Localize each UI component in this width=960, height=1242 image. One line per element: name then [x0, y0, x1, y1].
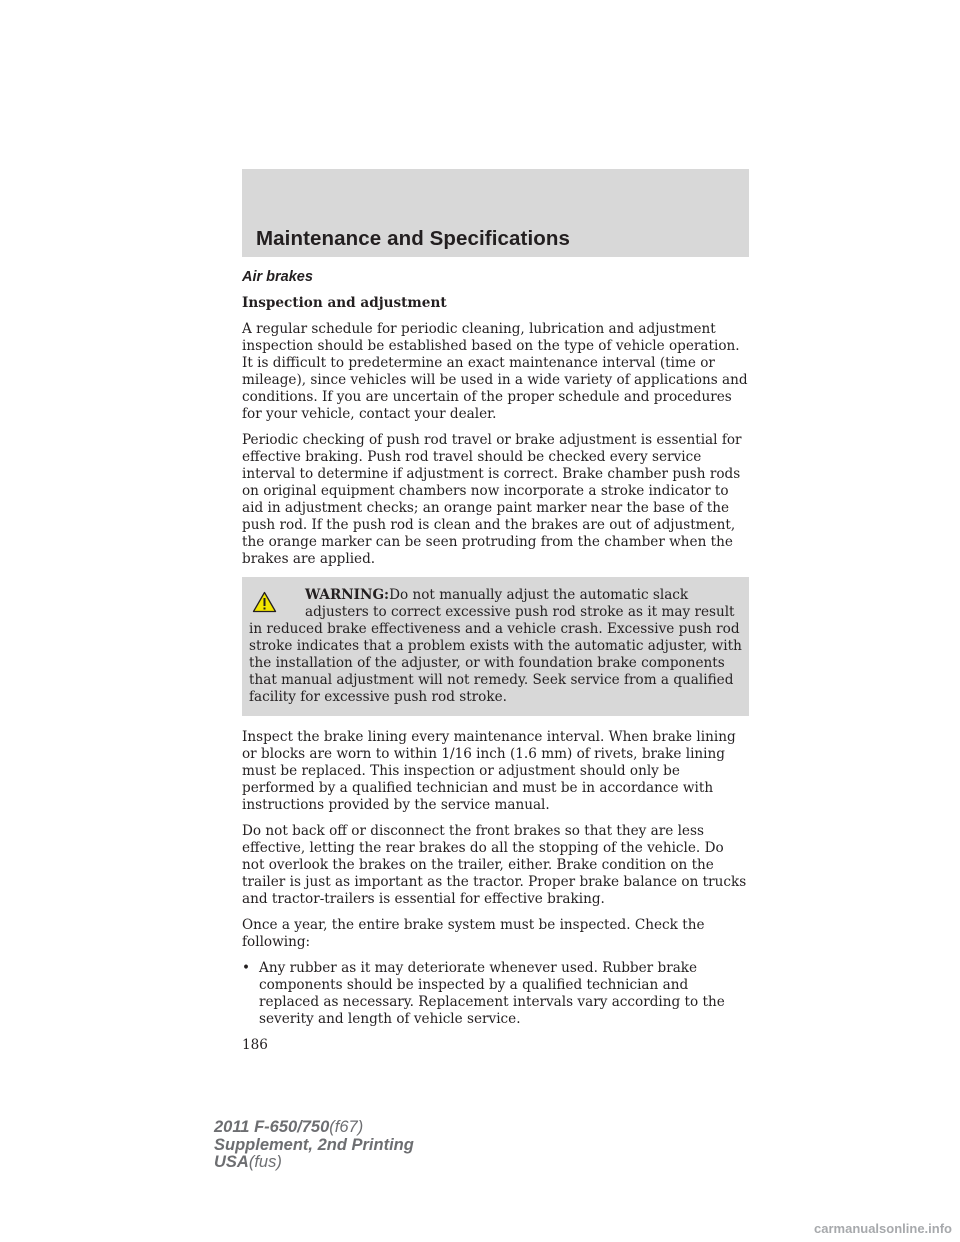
page-title: Maintenance and Specifications [256, 227, 570, 250]
paragraph: Do not back off or disconnect the front brakes so that they are less effective, letting the rear brakes do all the stopping of the vehicle. Do not overlook the brakes on the trailer, either. Brake condition on the trailer is just as important as the tractor. Proper brake balance on trucks and tractor-trailers is essential for effective braking. [242, 823, 747, 907]
paragraph: Inspect the brake lining every maintenance interval. When brake lining or blocks are worn to within 1/16 inch (1.6 mm) of rivets, brake lining must be replaced. This inspection or adjustment should only be performed by a qualified technician and must be in accordance with instructions provided by the service manual. [242, 729, 736, 813]
page-content [242, 268, 749, 1063]
subheading: Inspection and adjustment [242, 295, 447, 311]
print-footer [214, 1119, 414, 1172]
warning-text-block [249, 587, 743, 706]
paragraph: Periodic checking of push rod travel or brake adjustment is essential for effective braking. Push rod travel should be checked every service interval to determine if adjustment is correct. Brake chamber push rods on original equipment chambers now incorporate a stroke indicator to aid in adjustment checks; an orange paint marker near the base of the push rod. If the push rod is clean and the brakes are out of adjustment, the orange marker can be seen protruding from the chamber when the brakes are applied. [242, 432, 742, 567]
footer-model-code: (f67) [329, 1118, 364, 1136]
watermark: carmanualsonline.info [814, 1221, 952, 1236]
footer-edition: Supplement, 2nd Printing [214, 1135, 414, 1154]
footer-market: USA [214, 1153, 249, 1171]
footer-market-code: (fus) [248, 1153, 282, 1171]
section-header-bar [242, 169, 749, 257]
warning-text: Do not manually adjust the automatic slack adjusters to correct excessive push rod stroke as it may result in reduced brake effectiveness and a vehicle crash. Excessive push rod stroke indicates that a problem exists with the automatic adjuster, with the installation of the adjuster, or with foundation brake components that manual adjustment will not remedy. Seek service from a qualified facility for excessive push rod stroke. [249, 587, 742, 705]
paragraph: A regular schedule for periodic cleaning, lubrication and adjustment inspection should be established based on the type of vehicle operation. It is difficult to predetermine an exact maintenance interval (time or mileage), since vehicles will be used in a wide variety of applications and conditions. If you are uncertain of the proper schedule and procedures for your vehicle, contact your dealer. [242, 321, 748, 422]
page-number: 186 [242, 1037, 268, 1053]
paragraph: Once a year, the entire brake system must be inspected. Check the following: [242, 917, 705, 950]
section-title: Air brakes [242, 269, 313, 285]
list-item [242, 960, 749, 1028]
warning-box [242, 577, 749, 716]
footer-model: 2011 F-650/750 [214, 1118, 330, 1136]
bullet-icon: • [242, 960, 251, 976]
list-item-text: Any rubber as it may deteriorate whenever used. Rubber brake components should be inspected by a qualified technician and replaced as necessary. Replacement intervals vary according to the severity and length of vehicle service. [259, 960, 725, 1027]
warning-triangle-icon [252, 591, 277, 613]
warning-label: WARNING: [305, 587, 390, 603]
